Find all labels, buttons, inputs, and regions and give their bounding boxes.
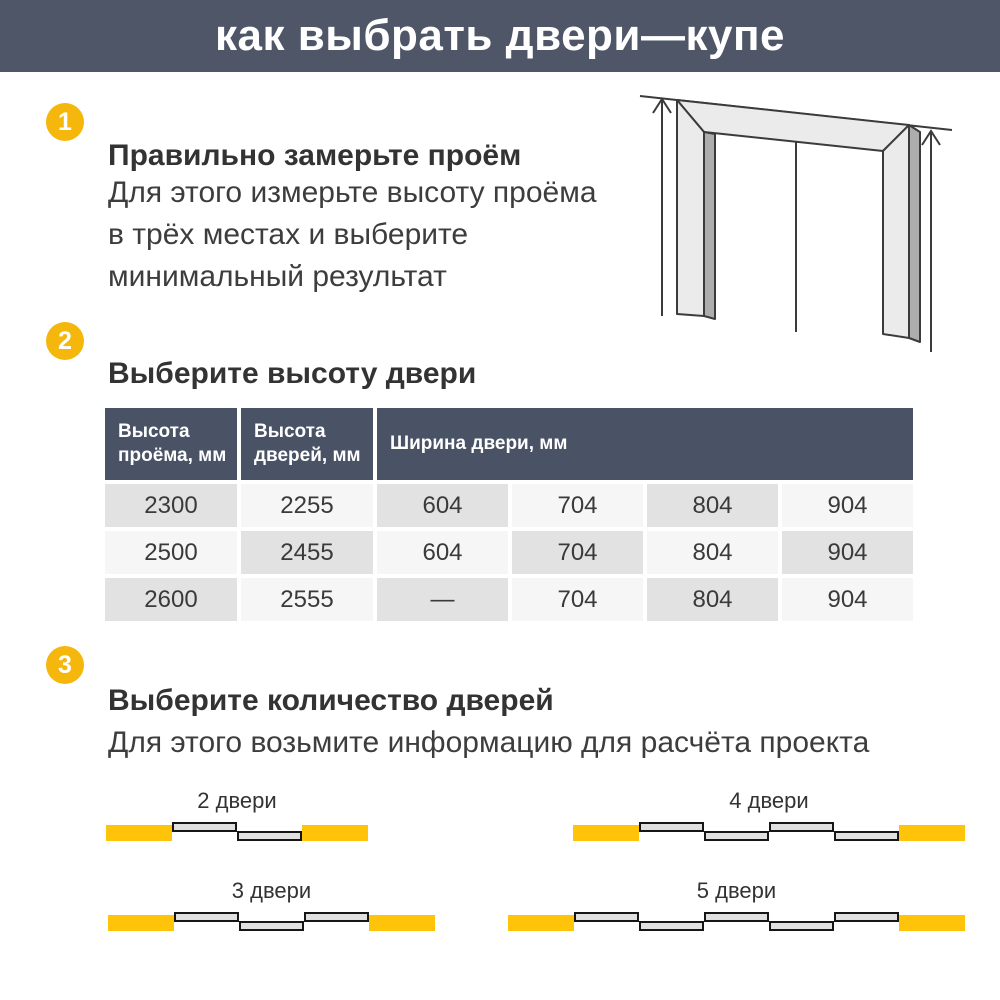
door-panel [769,822,834,832]
table-cell: 604 [377,531,508,574]
track-end-right [369,915,435,931]
track-end-left [573,825,639,841]
track-end-right [302,825,368,841]
track-end-right [899,825,965,841]
step-1-badge: 1 [46,103,84,141]
diagram-label: 5 двери [696,878,777,903]
door-panel [639,921,704,931]
table-cell: 2300 [105,484,237,527]
diagram-label: 2 двери [197,788,277,813]
table-cell: 604 [377,484,508,527]
doors-diagram-5 [508,878,965,932]
step-1-line: минимальный результат [108,260,447,293]
doors-diagram-3 [108,878,435,932]
table-cell: 804 [647,484,778,527]
table-header-cell: Высота проёма, мм [105,408,237,480]
door-panel [834,831,899,841]
door-frame-measurement-illustration [630,85,990,365]
table-cell: 704 [512,578,643,621]
table-cell: 2600 [105,578,237,621]
step-1-heading: Правильно замерьте проём [108,139,522,172]
diagram-label: 3 двери [231,878,312,903]
table-header-cell: Высота дверей, мм [241,408,373,480]
page-title: как выбрать двери—купе [214,11,786,60]
table-header-row [105,408,913,480]
door-panel [834,912,899,922]
step-3-line: Для этого возьмите информацию для расчёта проекта [108,726,870,759]
table-cell: 804 [647,578,778,621]
step-3-description [108,722,869,764]
page-header [0,0,1000,72]
table-cell: 904 [782,531,913,574]
door-panel [172,822,237,832]
track-end-left [108,915,174,931]
doors-diagram-2 [106,788,368,842]
door-panel [769,921,834,931]
table-body [105,484,913,621]
step-3-badge: 3 [46,646,84,684]
door-panel [704,831,769,841]
door-panel [239,921,304,931]
step-3-heading: Выберите количество дверей [108,684,554,717]
table-cell: 804 [647,531,778,574]
door-height-table [105,408,913,621]
table-cell: 2555 [241,578,373,621]
table-cell: 904 [782,578,913,621]
table-cell: — [377,578,508,621]
door-panel [704,912,769,922]
table-cell: 704 [512,531,643,574]
doors-diagram-4 [573,788,965,842]
step-2-badge: 2 [46,322,84,360]
table-header-cell: Ширина двери, мм [377,408,913,480]
door-panel [639,822,704,832]
table-cell: 704 [512,484,643,527]
table-cell: 904 [782,484,913,527]
table-cell: 2500 [105,531,237,574]
track-end-right [899,915,965,931]
door-panel [237,831,302,841]
track-end-left [106,825,172,841]
step-1-line: Для этого измерьте высоту проёма [108,176,597,209]
table-cell: 2455 [241,531,373,574]
door-panel [174,912,239,922]
step-2-heading: Выберите высоту двери [108,357,477,390]
diagram-label: 4 двери [729,788,809,813]
track-end-left [508,915,574,931]
door-panel [304,912,369,922]
table-cell: 2255 [241,484,373,527]
door-panel [574,912,639,922]
step-1-description [108,172,597,298]
step-1-line: в трёх местах и выберите [108,218,469,251]
